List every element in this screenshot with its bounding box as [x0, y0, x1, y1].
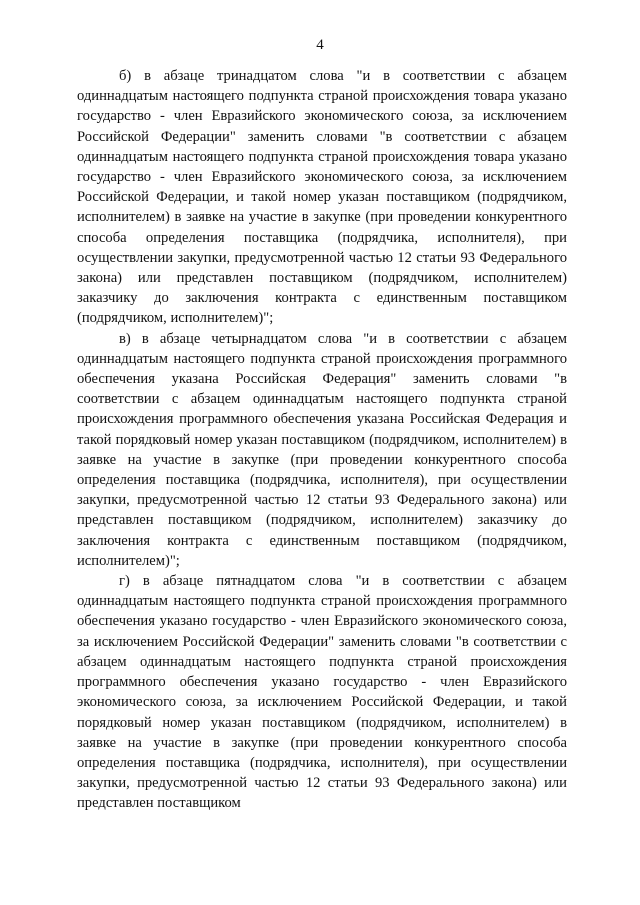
page-number: 4 [316, 37, 324, 53]
paragraph-amendment-g: г) в абзаце пятнадцатом слова "и в соответствии с абзацем одиннадцатым настоящего подпункта страной происхождения программного обеспечения указано государство - член Евразийского экономического союза, за исключением Российской Федерации" заменить словами "в соответствии с абзацем одиннадцатым настоящего подпункта страной происхождения программного обеспечения указано государство - член Евразийского экономического союза, за исключением Российской Федерации, и такой порядковый номер указан поставщиком (подрядчиком, исполнителем) в заявке на участие в закупке (при проведении конкурентного способа определения поставщика (подрядчика, исполнителя), при осуществлении закупки, предусмотренной частью 12 статьи 93 Федерального закона) или представлен поставщиком [77, 573, 567, 812]
paragraph-amendment-b: б) в абзаце тринадцатом слова "и в соответствии с абзацем одиннадцатым настоящего подпункта страной происхождения товара указано государство - член Евразийского экономического союза, за исключением Российской Федерации" заменить словами "в соответствии с абзацем одиннадцатым настоящего подпункта страной происхождения товара указано государство - член Евразийского экономического союза, за исключением Российской Федерации, и такой номер указан поставщиком (подрядчиком, исполнителем) в заявке на участие в закупке (при проведении конкурентного способа определения поставщика (подрядчика, исполнителя), при осуществлении закупки, предусмотренной частью 12 статьи 93 Федерального закона) или представлен поставщиком (подрядчиком, исполнителем) заказчику до заключения контракта с единственным поставщиком (подрядчиком, исполнителем)"; [77, 68, 567, 327]
paragraph-amendment-v: в) в абзаце четырнадцатом слова "и в соответствии с абзацем одиннадцатым настоящего подпункта страной происхождения программного обеспечения указана Российская Федерация" заменить словами "в соответствии с абзацем одиннадцатым настоящего подпункта страной происхождения программного обеспечения указана Российская Федерация и такой порядковый номер указан поставщиком (подрядчиком, исполнителем) в заявке на участие в закупке (при проведении конкурентного способа определения поставщика (подрядчика, исполнителя), при осуществлении закупки, предусмотренной частью 12 статьи 93 Федерального закона) или представлен поставщиком (подрядчиком, исполнителем) заказчику до заключения контракта с единственным поставщиком (подрядчиком, исполнителем)"; [77, 330, 567, 569]
document-body [77, 66, 567, 814]
